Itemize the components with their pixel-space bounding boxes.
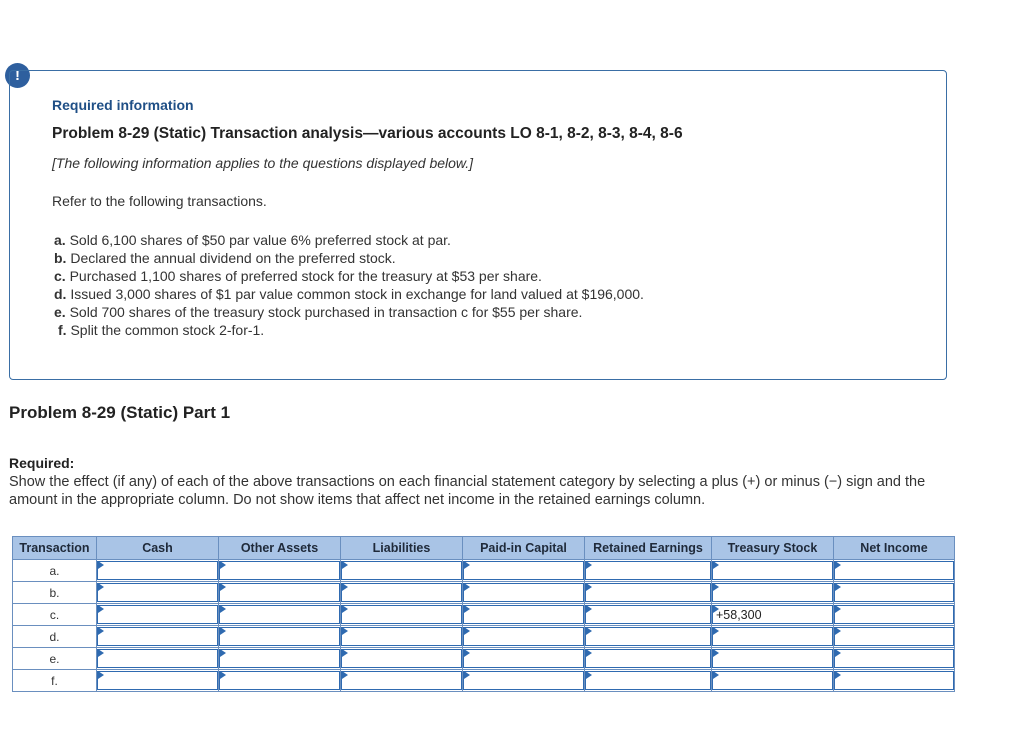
- treasury-stock-input[interactable]: [712, 649, 833, 668]
- answer-cell: [341, 604, 463, 626]
- answer-cell: [585, 604, 712, 626]
- answer-cell: [585, 670, 712, 692]
- answer-cell: [712, 626, 834, 648]
- table-header-row: [13, 537, 955, 560]
- row-label: b.: [13, 582, 97, 604]
- answer-cell: [834, 560, 955, 582]
- answer-cell: [463, 626, 585, 648]
- transaction-item: [54, 303, 644, 321]
- other-assets-input[interactable]: [219, 671, 340, 690]
- paid-in-capital-input[interactable]: [463, 583, 584, 602]
- transaction-label: b.: [54, 250, 67, 266]
- answer-cell: [341, 670, 463, 692]
- answer-cell: [834, 648, 955, 670]
- answer-cell: [585, 626, 712, 648]
- retained-earnings-input[interactable]: [585, 649, 711, 668]
- transaction-text: Split the common stock 2-for-1.: [70, 322, 265, 338]
- transaction-text: Sold 6,100 shares of $50 par value 6% preferred stock at par.: [69, 232, 451, 248]
- alert-icon: !: [5, 63, 30, 88]
- answer-cell: [97, 604, 219, 626]
- table-row: [13, 670, 955, 692]
- answer-cell: [219, 626, 341, 648]
- answer-cell: [97, 648, 219, 670]
- transaction-text: Declared the annual dividend on the preferred stock.: [70, 250, 396, 266]
- answer-cell: [712, 582, 834, 604]
- transaction-label: c.: [54, 268, 66, 284]
- treasury-stock-input[interactable]: [712, 583, 833, 602]
- retained-earnings-input[interactable]: [585, 671, 711, 690]
- cash-input[interactable]: [97, 627, 218, 646]
- cash-input[interactable]: [97, 605, 218, 624]
- table-row: [13, 604, 955, 626]
- answer-cell: [463, 604, 585, 626]
- transaction-list: [54, 231, 644, 339]
- liabilities-input[interactable]: [341, 649, 462, 668]
- answer-cell: [834, 670, 955, 692]
- part-title: Problem 8-29 (Static) Part 1: [9, 403, 231, 422]
- row-label: e.: [13, 648, 97, 670]
- required-information-heading: Required information: [52, 97, 194, 113]
- net-income-input[interactable]: [834, 583, 954, 602]
- row-label: a.: [13, 560, 97, 582]
- table-row: [13, 648, 955, 670]
- refer-text: Refer to the following transactions.: [52, 193, 267, 209]
- answer-table: [12, 536, 955, 692]
- retained-earnings-input[interactable]: [585, 627, 711, 646]
- transaction-item: [54, 231, 644, 249]
- header-retained-earnings: Retained Earnings: [585, 537, 712, 560]
- net-income-input[interactable]: [834, 561, 954, 580]
- applies-note: [The following information applies to the questions displayed below.]: [52, 155, 474, 171]
- answer-cell: [712, 670, 834, 692]
- instructions-text: Show the effect (if any) of each of the above transactions on each financial statement category by selecting a plus (+) or minus (−) sign and the amount in the appropriate column. Do not show items that affect net income in the retained earnings column.: [9, 474, 926, 508]
- paid-in-capital-input[interactable]: [463, 671, 584, 690]
- answer-cell: [834, 604, 955, 626]
- cash-input[interactable]: [97, 671, 218, 690]
- transaction-item: [54, 267, 644, 285]
- transaction-label: e.: [54, 304, 66, 320]
- answer-cell: [585, 560, 712, 582]
- answer-cell: [585, 648, 712, 670]
- answer-cell: [712, 560, 834, 582]
- transaction-item: [54, 285, 644, 303]
- answer-cell: [712, 648, 834, 670]
- treasury-stock-input[interactable]: [712, 561, 833, 580]
- answer-cell: [97, 582, 219, 604]
- header-paid-in-capital: Paid-in Capital: [463, 537, 585, 560]
- liabilities-input[interactable]: [341, 627, 462, 646]
- other-assets-input[interactable]: [219, 583, 340, 602]
- paid-in-capital-input[interactable]: [463, 649, 584, 668]
- cash-input[interactable]: [97, 649, 218, 668]
- transaction-text: Sold 700 shares of the treasury stock purchased in transaction c for $55 per share.: [69, 304, 583, 320]
- other-assets-input[interactable]: [219, 605, 340, 624]
- other-assets-input[interactable]: [219, 561, 340, 580]
- header-cash: Cash: [97, 537, 219, 560]
- answer-cell: [97, 670, 219, 692]
- answer-cell: [463, 560, 585, 582]
- retained-earnings-input[interactable]: [585, 561, 711, 580]
- row-label: f.: [13, 670, 97, 692]
- row-label: c.: [13, 604, 97, 626]
- answer-cell: [834, 582, 955, 604]
- header-other-assets: Other Assets: [219, 537, 341, 560]
- answer-cell: [219, 670, 341, 692]
- problem-title: Problem 8-29 (Static) Transaction analysis—various accounts LO 8-1, 8-2, 8-3, 8-4, 8-6: [52, 125, 683, 142]
- answer-cell: [219, 560, 341, 582]
- answer-cell: [97, 626, 219, 648]
- net-income-input[interactable]: [834, 605, 954, 624]
- header-net-income: Net Income: [834, 537, 955, 560]
- transaction-text: Purchased 1,100 shares of preferred stock for the treasury at $53 per share.: [69, 268, 542, 284]
- retained-earnings-input[interactable]: [585, 583, 711, 602]
- cash-input[interactable]: [97, 583, 218, 602]
- liabilities-input[interactable]: [341, 605, 462, 624]
- net-income-input[interactable]: [834, 649, 954, 668]
- required-label: Required:: [9, 455, 75, 471]
- liabilities-input[interactable]: [341, 583, 462, 602]
- row-label: d.: [13, 626, 97, 648]
- transaction-label: a.: [54, 232, 66, 248]
- treasury-stock-input[interactable]: [712, 605, 833, 624]
- answer-cell: [219, 648, 341, 670]
- answer-cell: [341, 560, 463, 582]
- net-income-input[interactable]: [834, 671, 954, 690]
- table-row: [13, 560, 955, 582]
- answer-cell: [341, 582, 463, 604]
- answer-cell: [97, 560, 219, 582]
- answer-cell: [463, 648, 585, 670]
- answer-cell: [341, 648, 463, 670]
- other-assets-input[interactable]: [219, 627, 340, 646]
- net-income-input[interactable]: [834, 627, 954, 646]
- header-transaction: Transaction: [13, 537, 97, 560]
- answer-cell: [219, 604, 341, 626]
- transaction-item: [54, 321, 644, 339]
- liabilities-input[interactable]: [341, 561, 462, 580]
- header-treasury-stock: Treasury Stock: [712, 537, 834, 560]
- liabilities-input[interactable]: [341, 671, 462, 690]
- cash-input[interactable]: [97, 561, 218, 580]
- transaction-item: [54, 249, 644, 267]
- header-liabilities: Liabilities: [341, 537, 463, 560]
- retained-earnings-input[interactable]: [585, 605, 711, 624]
- transaction-label: f.: [58, 322, 67, 338]
- table-row: [13, 582, 955, 604]
- answer-cell: [463, 670, 585, 692]
- treasury-stock-input[interactable]: [712, 671, 833, 690]
- answer-cell: [712, 604, 834, 626]
- answer-cell: [341, 626, 463, 648]
- other-assets-input[interactable]: [219, 649, 340, 668]
- answer-cell: [585, 582, 712, 604]
- answer-cell: [463, 582, 585, 604]
- paid-in-capital-input[interactable]: [463, 605, 584, 624]
- transaction-label: d.: [54, 286, 67, 302]
- table-row: [13, 626, 955, 648]
- paid-in-capital-input[interactable]: [463, 561, 584, 580]
- answer-cell: [834, 626, 955, 648]
- paid-in-capital-input[interactable]: [463, 627, 584, 646]
- transaction-text: Issued 3,000 shares of $1 par value common stock in exchange for land valued at $196,000.: [70, 286, 644, 302]
- answer-cell: [219, 582, 341, 604]
- treasury-stock-input[interactable]: [712, 627, 833, 646]
